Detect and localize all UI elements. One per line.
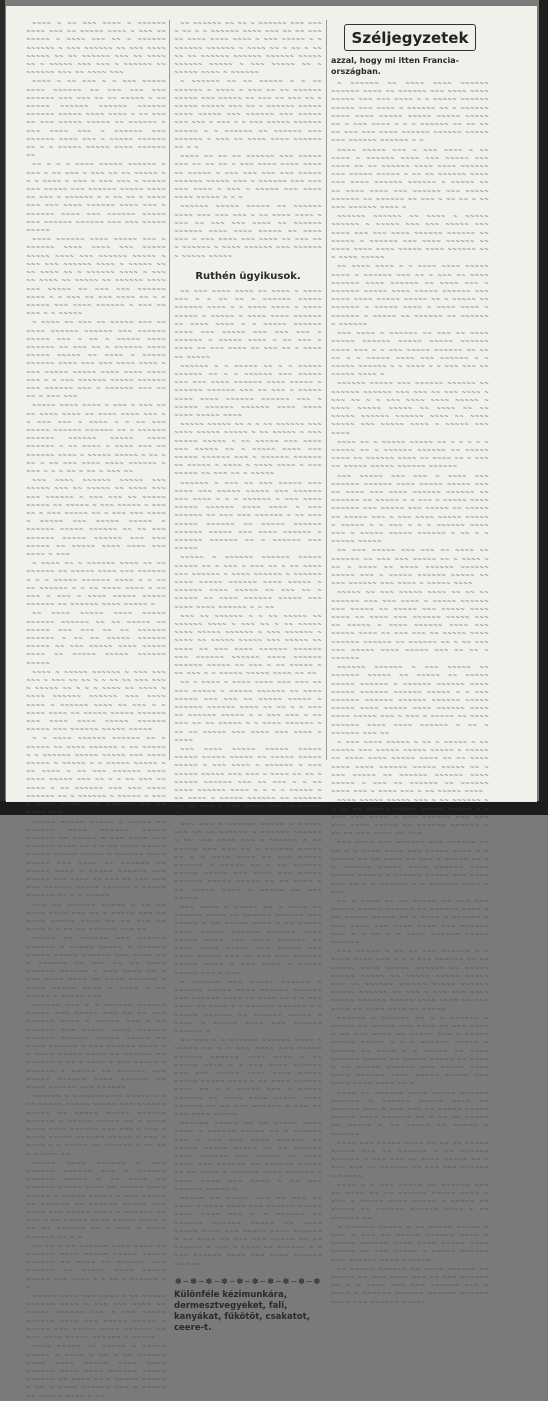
illegible-paragraph: ~~~~ ~ ~ ~~~ ~~~~~ ~~ ~~~~~~ ~~~ ~~ ~~~~ ~~ ~~ ~~~~~~ ~~~~~ ~~~~ ~ ~~~ ~ ~~~~~ ~~~~ ~~~~~ ~ ~~~~~ ~~ ~~~~~ ~~ ~~~~~~ ~~~~~~ ~~~~ ~ ~~ ~~~~~~ ~~ (331, 1182, 489, 1222)
column-rule (326, 20, 327, 760)
illegible-paragraph: ~~~~~ ~~~~ ~~~ ~~~~ ~ ~~ ~~~~~ ~~~~~~ ~~~~ ~ ~~~ ~~~ ~~~~ ~~ ~~~~~ ~~~~~~ ~~~ ~ ~~~ ~~~~~ ~~~~~~ ~~~~ ~~~ ~~~~~ ~~~~~ ~ ~~~~~ ~~~ ~~~~~ ~~~~ ~~~~~~ ~~ ~~~ ~~~~ ~~~~~ ~~~~~~ ~ ~~~~~ (26, 1294, 166, 1342)
feature-lead: azzal, hogy mi itten Francia-országban. (331, 56, 459, 76)
illegible-body-text (26, 20, 166, 1401)
illegible-paragraph: ~~~~~ ~ ~~~~~~ ~~~~~~ ~~~~~ ~~~~~ ~~ ~ ~~~ ~ ~~~ ~~ ~ ~~ ~~~~ ~~~ ~~~~~~ ~ ~~~~ ~~~~~~ ~ ~~~~~~ ~~~~ ~~~~~ ~~~~~~ ~~~~ ~~~~~ ~ ~~~~~~ ~~~~ ~~~~~ ~~ ~~~ ~~ ~ ~~~~~ ~~ ~~~~ ~~~~~~ ~~~~~ ~~~ ~~~~ ~~~~ ~~~~~~ ~ ~ ~~ (174, 555, 322, 611)
illegible-paragraph: ~~~~~~ ~~~~~ ~~~~~ ~~ ~~~~~~ ~~~~ ~~~ ~~~ ~~~ ~ ~~ ~~~~ ~~~~ ~ ~~~ ~~ ~~~ ~~~ ~~~~ ~~ ~~~~~~ ~~~~~~ ~~~~ ~~~~ ~~~~~ ~~ ~~~~ ~~~ ~ ~~~ ~~~~ ~~~ ~~~~ ~~ ~~~ ~~ ~ ~~~~~~ ~ ~~~~ ~~~~~~ ~~~ ~~~~~~ ~ ~~~~~ ~~~~~ (174, 204, 322, 260)
illegible-paragraph: ~~ ~ ~~~~ ~~ ~~ ~~~~~ ~~ ~~~ ~~~ ~~~~~ ~~~~~ ~~~~~~ ~~ ~~~~~~ ~~~~ ~ ~~ ~~~~~ ~~~~~ ~~ ~ ~~~~ ~ ~~~~~~ ~ ~~~ ~~~~ ~~~ ~~~~ ~~~~ ~~~ ~~~~~~ ~~~ ~ ~ ~~ ~ ~ ~~~~ ~~~~~~ ~~~~~ ~~~~~~ (331, 898, 489, 946)
illegible-paragraph: ~~~~~~ ~~~~~~ ~~ ~~~~ ~ ~~~~~ ~~~~~~ ~ ~~~~~ ~~~ ~~~ ~~~~~ ~~~ ~~~~ ~~~ ~~~ ~~~~ ~~~~~~ ~~~~~~ ~~ ~~~~~ ~ ~~~~~~ ~~~ ~~~~ ~~~~~~ ~~ ~~~~ ~~~~ ~~~~ ~~~~~ ~~~~ ~~~~~~ ~~ ~ ~~~~ ~~~~~ (331, 214, 489, 262)
illegible-paragraph: ~ ~~~~~~ ~~~ ~~~~~ ~~~~~~ ~ ~~~~~~ ~~~~~ ~~~~ ~~~~~~ ~~~~~~ ~~~ ~~~~~~ ~~~~ ~~ ~~~~ ~~ ~ ~ ~~~ ~~~~ ~~ ~~~~ ~ ~ ~~~~~~ ~~~~~~ ~ ~ ~~~~~ ~~~~~~ ~~ ~~~~~~ ~~~~~ ~ ~~~~ ~ ~~~~~ ~~~~ ~~~ ~~~~~~ ~~~~~~ ~ (174, 979, 322, 1035)
column-rule (169, 20, 170, 760)
illegible-paragraph: ~~~ ~~~~~ ~ ~~ ~~ ~~~ ~~~~~~ ~ ~ ~~~~ ~~~~ ~~~ ~ ~ ~ ~~~ ~~~~~~ ~~ ~~ ~~~~~ ~~~~ ~~~~~ ~~~~~~ ~~ ~~~~~ ~~~~~ ~~~~~ ~~ ~~~~~ ~~~~~ ~~~~~ ~~~ ~~ ~~~~~~ ~~~~~~ ~~~~~ ~~~~~~ ~~~~~ ~~~~~~ ~~ ~~~ ~ ~~~ ~~~ ~~~~ ~~~~~ ~~~~~~ ~~~~~ ~~~~ ~~~~ ~~ ~~~ ~~~~ ~~ ~~~~ ~~~~ ~~ ~~~~~ (331, 949, 489, 1013)
illegible-paragraph: ~~ ~~ ~ ~~ ~~~~~~ ~~~~ ~~~~ ~~ ~~~~~~ ~~~~ ~~~~~ ~~~~~ ~~~~~ ~~~~~~ ~~ ~~~~ ~~ ~~~~~~ ~~~ ~~~~~~ ~~ ~~~~~ ~~~~ ~~~~~ ~~~~~ ~~~ ~~~~ ~ ~ ~~ ~ ~~~~~~ ~ ~ (26, 1243, 166, 1291)
column-middle (174, 20, 322, 1333)
feature-title: Széljegyzetek (351, 29, 469, 47)
column-left (26, 20, 166, 1400)
illegible-paragraph: ~~~~ ~ ~~ ~~~ ~~~~ ~ ~~~~~~ ~~~~ ~~~ ~~ ~~~~~ ~~~~ ~ ~~~ ~~ ~~~~~ ~ ~~~~ ~~~ ~~ ~ ~~~~~~ ~~~~~~ ~ ~~~ ~~~~~~ ~~ ~~~ ~~~~ ~~~~~ ~~ ~~ ~~~~~~ ~~~ ~~ ~~~~ ~~ ~ ~~~~~ ~~~ ~~~ ~ ~~~~~~ ~~ ~~~~~~ ~~~ ~~ ~~~~ ~~~ (26, 21, 166, 77)
section-title: Ruthén ügyikusok. (195, 270, 301, 282)
illegible-paragraph: ~~~ ~~~~ ~~~~~ ~~~~~ ~~~~~ ~~~~~ ~~~~~ ~~~~~ ~~ ~~~~~ ~~~~~ ~~~~~ ~ ~~~ ~~~~ ~ ~~~~~~ ~ ~~~ ~~~~~ ~~~~~ ~~~ ~~~ ~ ~~~~ ~~ ~~ ~ ~~~~~ ~~~~~~ ~~~ ~~ ~~~ ~ ~ ~~ ~~~~ ~~~~~~ ~~~~ ~ ~ ~ ~ ~~~~~ ~ ~~ ~~~~ ~ ~~~~~ ~~~~~~ ~~ ~~~~~~ ~~ ~~ ~~~ ~ ~~~ ~~~~ ~~~ ~~ ~~~~~ ~ (174, 747, 322, 819)
advertisement-text: Különféle kézimunkára, dermesztvegyeket, fali, kanyákat, fűkötöt, csakatot, ceere-t. (174, 1289, 310, 1333)
illegible-paragraph: ~~~~~ ~~ ~~~~~ ~~~ ~~ ~~~ ~~ ~~~~ ~ ~~~~ ~~~~ ~~~ ~~~~~~ ~~~~~ ~~~~ ~~~~ ~~~ ~ ~ ~~~~~~ ~~ ~~~~~~ ~~~~~~ ~~~~~ ~~ ~~~~ ~~~~~ ~~~~ ~~~ ~~~~~ ~~~~ ~~~~~~ ~ ~~ ~~~~ ~~ ~~~ ~~~ ~~~~~ ~~ ~~ ~~~~~~ ~ ~~~ ~ ~~~~ ~~ ~~~~~~ ~ ~ ~~~ ~~~~~~ ~~~~ ~~~ ~~~~ ~~~~~~ ~~ ~~~ (174, 1196, 322, 1268)
illegible-paragraph: ~~~~~~ ~~~~~ ~~ ~~ ~~~~~ ~~~~ ~~~~ ~ ~~~~~~ ~~~~~ ~~ ~ ~~~~~~ ~~~ ~ ~~~ ~~~ ~~~~ ~~~~~~ ~~ ~~~~~ ~~~~~ ~~~~~ ~~ ~~ ~~~~~~ ~~~~ ~~~~~~ ~~~ ~~~~~ ~~ ~~~~ ~~~~ ~~~ ~~~~~~ ~~ ~~~~~~ ~~~~~ ~~ ~~ ~~~~ ~ ~~~~~~ ~~~~ ~~~~~~ ~ ~~~~ ~~~~ ~~~ ~~~~ ~ ~~ ~~~ ~~~~~~ ~~~~~ ~ (174, 1121, 322, 1193)
illegible-body-text (174, 20, 322, 261)
illegible-paragraph: ~~ ~~~~~~ ~~ ~~ ~ ~~~~~~ ~~~ ~~~ ~ ~~ ~ ~ ~~~~~~ ~~~~ ~~~ ~~ ~~ ~~~ ~~ ~~~~ ~~~~ ~~~~ ~ ~~~ ~~~~~ ~ ~ ~~~~~~ ~~~~~~ ~ ~~~~ ~~ ~ ~~ ~ ~~ ~~ ~~ ~~~~~~ ~~~~~~ ~~~~~~ ~~~~~ ~~~~~~ ~~~~~ ~ ~~~ ~~~~~ ~~ ~ ~~~~~ ~~~~ ~ ~~~~~~ (174, 21, 322, 77)
illegible-paragraph: ~~~ ~~~~ ~ ~~~~~~ ~~ ~~~ ~~ ~~~~ ~~~~~ ~~~~~~ ~~~~~ ~~~~~ ~~~~~~ ~~~~ ~~~ ~ ~ ~~~ ~~~~~ ~~~~~~ ~~ ~~ ~~ ~ ~ ~~~~~ ~~~~ ~~~ ~~~~~~ ~ ~ ~~~~~ ~~~~~~ ~ ~ ~~~~ ~ ~ ~~~ ~~~ ~~ ~~~~~ ~~~~ ~ (331, 331, 489, 379)
illegible-paragraph: ~ ~~~~~~ ~~ ~~ ~~~~~ ~ ~ ~~ ~~~~~~ ~ ~~~~ ~ ~~~ ~~ ~~ ~~~~~~ ~~~~~ ~~~ ~~~~~ ~~ ~~~ ~~ ~~~ ~~ ~ ~~~~~ ~~~~~ ~~~ ~~ ~ ~~~~~~ ~~~~~ ~~~~ ~~~~~ ~~~ ~~~~~~ ~~~ ~~~~~ ~~~ ~~~ ~ ~~~ ~ ~ ~~~ ~~~~~ ~~~~~~ ~~~~~ ~ ~ ~~~~~~ ~~ ~~~~~~ ~~~ ~~~~~~ ~ ~~~ ~~ ~~~~ ~~~~ ~~~~~~ ~~ ~ ~ (174, 79, 322, 152)
illegible-body-text (174, 288, 322, 1269)
illegible-paragraph: ~~~~ ~~~~~ ~~~ ~ ~~~ ~~~~ ~ ~~ ~~~~ ~ ~~~~~~ ~~~~ ~~~ ~~~~~ ~~~ ~~~~ ~~ ~~ ~~~~~~ ~~~~ ~~~~ ~~~~~~ ~~~ ~~~~~ ~~~~~ ~ ~~ ~~ ~~~~~~ ~~~~ ~~~ ~~~~ ~~~~~~ ~~~~~~ ~ ~~~~~ ~~ ~~ ~~~~ ~~~~ ~~~ ~~~~~~ ~~~ ~~~~~ ~~~~~~ ~~ ~~~~~~ ~~ ~~~ ~ ~~ ~~ ~ ~~ ~~~ ~~~~~~ ~~~~ ~ (331, 147, 489, 212)
illegible-paragraph: ~~~~~~ ~~~~~ ~~~ ~~~~~~ ~~~~~~ ~~ ~~~~~~ ~~~~~~ ~~~ ~~~ ~~ ~~~ ~~~~ ~ ~~~ ~~ ~ ~ ~~~ ~~~~ ~~~~ ~~~~~ ~ ~~~~ ~~~~~ ~~~~~ ~~ ~~~~ ~~ ~~ ~~~~~ ~~~~~~ ~~~~~~ ~~~~ ~~ ~~~~ ~~~~~ ~~~ ~~~~~ ~~~~ ~ ~~~~~ ~~~ ~~~~ (331, 381, 489, 437)
illegible-paragraph: ~~~~~ ~~~~~ ~~ ~ ~ ~~ ~~~~~~ ~~~ ~~~~ ~~~~~ ~~~~~ ~ ~~ ~~~~~ ~ ~~~ ~~~~~ ~~~~~ ~ ~~ ~~~~~ ~~~ ~~~~ ~~~ ~~~~~ ~~ ~ ~~~~~ ~~~~ ~~~ ~~~~~ ~~~~~~ ~~~ ~ ~~~~~~ ~~~~~~ ~~ ~~~~~ ~ ~~~~ ~ ~~~~ ~~~~ ~ ~~~ ~~~~~ ~~ ~~~ ~~ ~ ~~~~~ (174, 422, 322, 478)
illegible-paragraph: ~~~~~ ~~~~~ ~~~~~ ~ ~~~~~ ~~ ~~~~~~ ~~~~ ~~~~~~ ~~~~~ ~~~~~~ ~~ ~~~~~ ~ ~~~ ~~~~ ~~~ ~~~~~~ ~~~~ ~~ ~ ~ ~~ ~~~~ ~~~~~ ~~~~~ ~~~~~ ~~~~~ ~ ~~~~~~ ~~~~ ~~~~~ ~~~ ~~~~ ~~ ~~~~~~ ~~ ~~~~~ ~~~~ ~ ~~~~~ ~~~~~~ ~~~ ~~~~~ ~~~ ~~~~ ~~ ~~~ ~~ ~~~ ~~~ ~~~ ~~~~~~ ~~~~~ ~~~~~~ ~ ~~~~~ ~~~~~~ ~~ ~ ~ ~~~~~ (26, 819, 166, 900)
illegible-paragraph: ~~~ ~~~~ ~~~ ~~~~~~ ~~~ ~~~~~~ ~~ ~~ ~ ~ ~~~~ ~~~~ ~~~ ~~~~~ ~~~~ ~ ~ ~~~~~ ~~ ~~ ~~~~ ~~ ~~~ ~ ~~~~~ ~~ ~ ~ ~~~~~~ ~~~~~ ~~~~ ~~~~~~ ~~~~ ~~~~~ ~~~~~ ~ ~~~~~~ ~~~~~ ~~~ ~~~~ ~~~ ~~ ~ ~ ~~~~~~ ~ ~ ~~~~~~ ~~~~ ~ ~~~ (331, 840, 489, 896)
illegible-paragraph: ~~~~~~ ~ ~~~~~~ ~~ ~ ~ ~~~~~~ ~ ~~~~~ ~~ ~~~~~ ~~~ ~~~~ ~~ ~~~ ~~~~ ~ ~~ ~~~ ~~~~ ~~ ~~~~~ ~~~ ~ ~~~~~ ~~~~~ ~~~~~ ~ ~ ~ ~~~~~~ ~~~~~ ~ ~~~~~ ~~ ~~~~ ~ ~ ~~~~~ ~~ ~~~~ ~~~~~~ ~~~~~ ~~ ~~~~~ ~~~~~ ~~ ~~~~ ~ ~~ ~~~~~ ~~~~~~ ~~~ ~~~~~ ~~~~ ~~~~ ~~~~~~ ~~~~ ~~~~~ ~~~~~ ~~~ ~~~~ ~~~~ ~~~~ ~~ ~ (331, 1015, 489, 1088)
illegible-paragraph: ~~~~ ~~ ~ ~~~~~ ~~~~~ ~~ ~ ~ ~ ~ ~ ~~~~~ ~~ ~ ~~~~~~ ~~~~~~ ~~ ~~~~~ ~~~~ ~~ ~~~~~~ ~~~~ ~~ ~~~~ ~~ ~ ~~~ ~~ ~~~~~ ~~~~~ ~~~~~~ ~~~~~~ (331, 439, 489, 471)
illegible-paragraph: ~~~~~~ ~ ~ ~~~~~~ ~~ ~~~~~ ~ ~ ~~ ~~~~~ ~~~~~ ~~~~~ ~~~ ~~~~~~ ~~~~~ ~~ ~~~~~ ~~~~~ ~~~~~~ ~~~~~~ ~ ~~~~~ ~~~~~ ~~ ~ ~~~~ ~~~~ ~~~~ ~~~~~~ ~~~ ~~~ ~ ~~~ ~ ~~~~ ~~~~~ ~~~~~~ ~~~~~ ~ ~~~ ~ ~~~~ ~ ~ ~~~~~ ~~ ~~~~~~ ~ ~~ ~~ ~ ~~~~~ ~~ (26, 1094, 166, 1158)
illegible-paragraph: ~ ~~~~~~ ~~ ~~~~ ~~~~ ~~~~~~ ~~~~~~ ~~~~ ~~ ~~~~~~ ~~~ ~~~~ ~~~~ ~~~~~ ~~~ ~~~ ~~~~ ~ ~ ~~~~~ ~~~~~~ ~~~~~ ~~~ ~~~~ ~ ~~~~~~ ~~ ~ ~~~~~~ ~~~~ ~~~~ ~~~~~ ~~~~~ ~~~~~ ~~~~~ ~~ ~ ~~~ ~~~~ ~ ~ ~ ~~~~~~ ~~ ~~ ~~ ~~ ~~~ ~~~ ~~~~ ~~~~~~ ~~~~~~ ~~~~~ ~~~ ~~~~~~ ~~~~~~ ~ ~ (331, 81, 489, 145)
illegible-paragraph: ~~ ~~~ ~ ~ ~~~~~~ ~~~~~~ ~~~~ ~ ~~~~~ ~~ ~ ~ ~~~ ~~~~ ~~~ ~~~~~ ~~~~~~ ~~~~~~ ~~~~ ~~~~ ~ ~~ ~~~~~ ~~~~ ~ ~ ~~~ ~~~~ ~~~~~~ ~~~ ~~~ ~~~~~ ~~~~ ~~~~ ~~~~~ ~~~~~ ~~~~~ ~~~~ ~ ~~ ~~~~ ~~~~~~ ~~~~ ~~ ~ ~ ~~~~~ ~~~ ~ ~~~~~ ~~~~~~ ~~ ~~~~ ~~~~ ~~~~~ ~~~~ ~~~~~~ ~~ ~~ ~~~ ~~~~~~ ~ ~~~ ~~ ~~~ ~~~~ ~~~~~ (174, 1038, 322, 1118)
scan-edge-right (539, 0, 548, 815)
illegible-paragraph: ~~~~~~ ~~~~~~ ~ ~~~ ~~~~~ ~~ ~~~~~~ ~~~~~ ~~ ~~~~~ ~~ ~~~~~ ~~~~~ ~~~~~~ ~ ~~~~~~ ~~~~~~ ~~~~ ~~~~~ ~~~~~~ ~~~~~~ ~~~~~ ~ ~ ~~~ ~~~~~~ ~~~~~~ ~~~~~~ ~~~~~~ ~~~~~ ~~~~~ ~~~~ ~~~~~ ~~~~ ~~~~~~ ~~~~ ~~~~ ~~~~~ ~~~ ~ ~~~ ~ ~~~~~ ~~ ~~~~ ~~~~~~ ~~~~ ~~~~ ~~~~~~ ~ ~~ ~ ~~~~~~ ~~~ ~~ (331, 665, 489, 737)
illegible-paragraph: ~ ~~~~~~ ~~~~~ ~ ~~ ~~~~~ ~~~~~ ~ ~~~ ~ ~~~ ~~ ~~~~~ ~~~~~~ ~~~~ ~ ~~~~~ ~~~~~~ ~~~~ ~~~~ ~~~~~ ~~~~ ~~~~~ ~~ ~~~ ~~~~~ ~ ~~~~~ ~~~~~~ ~~~ ~~~~~~ ~~~~ ~~~~~~ (331, 1224, 489, 1264)
illegible-paragraph: ~~~ ~~ ~~~~~~ ~~~~~ ~ ~~ ~~ ~~~~ ~~~~ ~~~ ~~ ~ ~~~~~ ~~~ ~~ ~~~~ ~~~~~ ~~~~ ~~ ~~ ~~~ ~~ ~~~~ ~ ~ ~~ ~~ ~~~~~~ ~~~ ~~ (26, 902, 166, 934)
illegible-paragraph: ~~~~~ ~~~~ ~~~~ ~ ~~~ ~ ~~~ ~~ ~~ ~~~~ ~~~~ ~~ ~~~~ ~~~~ ~~~ ~ ~ ~~~ ~~~ ~ ~~~~ ~ ~ ~~ ~~~ ~~~~~ ~~~~~~ ~~~~~~ ~~ ~ ~~~~~~ ~~~~~~ ~~~~~~ ~~~~~ ~~~~ ~~~~~~ ~ ~~ ~~~~ ~ ~~~~ ~~~ ~~ ~~~~~~ ~~~~ ~ ~~~~~ ~~~~~ ~ ~~ ~ ~~ ~ ~~ ~~~ ~~~~ ~~~~ ~~~~~~ ~ ~~~ ~ ~ ~ ~~ ~ ~~ ~ ~~~ ~~ (26, 403, 166, 475)
illegible-paragraph: ~~~~ ~~~ ~~~~~ ~~~~ ~~ ~~ ~~ ~~~~~ ~~~~~ ~~~ ~~ ~~~~~~ ~ ~~ ~~~~~~ ~~~~~~ ~ ~~~ ~~~ ~~ ~~~~ ~~~~~ ~~ ~ ~~~ ~~~ ~~ ~~~~~~ ~~ ~~~ ~~~ ~~~~~~ ~ ~~~~~ (331, 1140, 489, 1180)
illegible-paragraph: ~ ~~~~ ~~ ~~~ ~~ ~~~~~ ~~~ ~~ ~~~~ ~~~~~~ ~~~~~~ ~~~ ~~~~~~ ~~~~~ ~~~ ~ ~~ ~ ~~~~~ ~~~~ ~~~~~~ ~~ ~~~ ~~ ~ ~~~~~~ ~~~~ ~~~~~ ~~~~~ ~~ ~~~~ ~ ~~~~~ ~~~~~~ ~~~~ ~~~ ~~~ ~~~~ ~~~~ ~ ~~~ ~~~~~ ~~~~~ ~~~~ ~~~~ ~~~~ ~~~ ~ ~ ~~~ ~~~~~~ ~~~~~ ~~~~~~ ~~~ ~~~~~~ ~~~ ~ ~~~~~~ ~~~ ~~ ~~ ~ ~~~ ~~~ (26, 320, 166, 401)
newspaper-page (6, 6, 537, 1400)
scan-edge-left (0, 0, 5, 815)
running-head (24, 8, 519, 17)
illegible-paragraph: ~~ ~ ~ ~ ~~~~ ~~~~~ ~~~~~~ ~ ~~~ ~ ~~ ~~~ ~ ~~~ ~~ ~~ ~~~~~ ~ ~ ~ ~~~~ ~ ~~~ ~ ~~~ ~~~ ~ ~~~~~ ~~~ ~~~~~ ~~~ ~~~~~~ ~~~~~ ~~~~ ~~ ~~~ ~ ~~~~~~ ~ ~ ~~ ~~ ~ ~~~~ ~~~ ~~~ ~~~~ ~~~~~~ ~~~~ ~~~ ~ ~~~~~~ ~~~~ ~~~ ~~~~~~ ~~~~~ ~~~ ~~~~~~ ~~~~~~ ~~~ ~~~ ~~~~~ ~~~~~ (26, 162, 166, 235)
illegible-paragraph: ~~~~ ~ ~~~~~ ~~~~~~ ~ ~~~ ~~~ ~~~ ~ ~~~ ~~ ~~ ~ ~ ~~ ~~ ~~~ ~~~ ~ ~~~~~ ~~ ~ ~ ~ ~~~~ ~~ ~~~~ ~ ~~~~ ~~~~~~ ~~~~~~ ~~~ ~~~~ ~~~~ ~ ~~~~~~ ~~~~ ~~ ~~~ ~ ~ ~~~~ ~~~~ ~~ ~~~~~ ~~~~~ ~~~~~~ ~~~ ~~~~ ~~~~ ~~~~~ ~~~~~~ ~~~~~ ~~~ ~~~~~~ ~~~~~ ~~~~~ (26, 669, 166, 734)
illegible-paragraph: ~~~~ ~~ ~~ ~~ ~~~~~~ ~~~ ~~~~~ ~~~ ~~ ~~ ~~ ~ ~~~ ~~~~ ~~~~ ~~~~ ~~ ~~~~~ ~ ~~~ ~~~ ~~~ ~~~ ~~~~~ ~~~~~~ ~~~~~ ~~~ ~ ~~~~~~ ~~~ ~~~ ~~~ ~~~~ ~ ~~~ ~ ~~~~~ ~~~ ~~~~ ~~~~ ~~~~~ ~ ~ ~ (174, 154, 322, 202)
illegible-paragraph: ~~ ~~~~ ~~~~ ~ ~ ~~~~ ~~~~ ~~~~~ ~~~~ ~ ~~~~~~ ~~~ ~~ ~ ~~~ ~~ ~~~~ ~~~~~~ ~~~~ ~~~~~~ ~~ ~~~~ ~~~ ~ ~~~~~~ ~~~~~ ~~~~ ~~~~~ ~~~~~~ ~~~ ~~~~ ~~~~ ~~~~~ ~~~~~ ~~ ~ ~~~~~ ~~ ~~~~~~ ~ ~~~~~ ~~~~ ~ ~~~~ ~~~~ ~ ~~~~~~ ~ ~~~~~ ~~ ~~~~~~ ~~ ~~~~~~ ~ ~~~~~~ (331, 264, 489, 328)
illegible-paragraph: ~ ~~~~ ~~ ~ ~~~~~~ ~~~~ ~~ ~~ ~~~~~~ ~~ ~~~~~ ~~~~ ~~~ ~~~~~~ ~ ~ ~ ~~~~~ ~~~~~~ ~~~~ ~ ~ ~~ ~~ ~~~~~~ ~ ~ ~~ ~~~~ ~~~~ ~ ~~ ~~~ ~ ~~~ ~ ~~~~ ~~~~~ ~~~~~ ~~~~~~ ~~ ~~~~~~ ~~~~ ~~~~~ ~ (26, 561, 166, 609)
illegible-paragraph: ~~~~~~ ~ ~ ~~~~~ ~~ ~ ~ ~~~~~ ~~~~~~ ~~ ~ ~ ~~~~~~ ~~~ ~~~~~ ~~~ ~~~ ~~~~ ~~~~~~ ~~~~ ~~~~~ ~ ~~~~~~ ~~~~~~ ~~~ ~~ ~~~ ~ ~~~~~ ~~~~ ~~~~ ~~~~~~ ~~~~~~ ~~~ ~ ~~~~~ ~~~~~~ ~~~~~~ ~~~~ ~~~~ ~~~~ ~~~~~ ~~~~ (174, 363, 322, 419)
illegible-body-text (331, 80, 489, 1307)
illegible-paragraph: ~~~~~ ~~ ~~~~~~ ~~~ ~~~~~~ ~~~~~~ ~ ~~~~~ ~~~~~ ~ ~~~~~~ ~~~~~ ~~~~~ ~~~~~~ ~~~ ~~~~ ~~ ~ ~~~~~~ ~~ ~~~ ~~ ~~ ~~~~ ~~~~~~ ~~~~~~ ~ ~~~ ~~~~ ~~ ~ ~~~ ~~~~ ~~~~ ~~ ~~~~ ~~~~~~ ~ ~~~~ ~~~~~ ~~~~ ~ ~~~~ ~ ~~ ~~~~~ ~ ~~~~~ ~~~ (26, 936, 166, 1000)
illegible-paragraph: ~~~~ ~~~~~~ ~~~~ ~~~~~ ~~~ ~ ~~~~~~ ~~~~ ~~~~ ~~~ ~~~~~ ~~~~~ ~~~~ ~~~ ~~~~~~ ~~~~~ ~ ~~~ ~~~ ~~~~~~ ~~~~ ~ ~~~~~ ~~ ~~ ~~~~ ~~ ~ ~~~~~~ ~~~~ ~ ~~~ ~~ ~~~~ ~~ ~~~~~ ~~ ~~~~~~ ~~~~ ~~~ ~~~~~ ~~ ~~~ ~~~ ~~~~~~ ~~~~ ~ ~ ~~~ ~~ ~~~ ~~~~ ~~ ~ ~ ~~~~~ ~~~ ~~~~ ~~~~~~ ~ ~~~ ~~ ~~~ ~ ~ ~~~~~ (26, 237, 166, 318)
illegible-paragraph: ~~ ~~~~~ ~~~~~~ ~~ ~~~~ ~~~~~~ ~~ ~~~~~ ~~ ~~~ ~~~~ ~~~ ~~ ~~~ ~~~~~~ ~~ ~ ~ ~~~~ ~~~ ~~~ ~~~~~~ ~~~ ~ ~~~~ ~ ~~~~~~ ~~~~~~ ~~~~~~ ~~~~~~ ~~~~ ~~~ ~~~~~~ ~~~~~ (331, 1266, 489, 1306)
illegible-paragraph: ~~~~~ ~~ ~~~ ~~~~~ ~~~~ ~~ ~~ ~~ ~~~~~~ ~~~ ~~~ ~~~~ ~ ~~~~~ ~~~~~~ ~~~ ~~~~~ ~~ ~~~~~ ~~~ ~~~~~ ~~~~ ~~~~ ~~ ~~~~ ~~~ ~~~~~~ ~~~~~ ~~~ ~~ ~~~~~ ~ ~~~~ ~~~~~~ ~~~~ ~~~ ~~~~~ ~~~~ ~~ ~~~ ~~~ ~~ ~~~~~ ~~~~ ~~~~~~ ~~~~~~ ~~ ~~~~~~ ~~ ~ ~~ ~~~ ~~~ ~~~~~ ~~~~ ~~~~~ ~~~ ~~ ~~ ~ ~~~~~~ (331, 590, 489, 663)
column-right (331, 20, 489, 1306)
feature-title-box (344, 24, 476, 51)
illegible-paragraph: ~~ ~ ~~~~ ~ ~~~~ ~~~~ ~~~ ~~~ ~~ ~~~ ~~~~~ ~ ~~~~~ ~~~~~~ ~~ ~~~~ ~~~~~ ~~~ ~~~ ~~ ~~~~~ ~~~~~ ~ ~~~~~~ ~~~~~~ ~~~~ ~~ ~~ ~ ~ ~~~ ~~ ~~~~~~ ~~~~~ ~ ~ ~~~ ~~~ ~ ~~ ~~~ ~~ ~~ ~~~~~ ~ ~ ~~~~ ~~~~~~ ~ ~~ ~~ ~~~~~ ~~~ ~~~~ ~~~ ~~~~ ~ ~~~~ (174, 680, 322, 744)
illegible-paragraph: ~~~~~~ ~ ~~~ ~~ ~~~ ~~~~~ ~~~ ~~~~ ~~~ ~~~~~ ~~~~~ ~~~ ~~~~~~ ~~~ ~~~~ ~ ~ ~ ~~~~~~ ~ ~~~ ~~~~ ~~~~~ ~~~~~~ ~~~~ ~~~~ ~ ~~~ ~~~~~~ ~~ ~~~ ~~~ ~~~~~~ ~ ~~ ~~~ ~~~~~ ~~~~~~ ~~ ~~~~~ ~~~~~~ ~~~~~~ ~~~~~ ~~~ ~~~~ ~~~~~~ ~ ~~~~~~ ~~~~~~ ~~ ~ ~~~~~~ ~~~ ~~~~~ (174, 480, 322, 553)
illegible-paragraph: ~~~~~~ ~~~ ~ ~ ~~~~~~ ~~~~~~ ~~~~~ ~~~ ~~~~~ ~~~ ~~ ~~ ~~~ ~~~~~~ ~~~~ ~ ~~~~~ ~~~ ~ ~~ ~~~~~~ ~~~ ~~~~~ ~~~~ ~~~~~~ ~~~~~~ ~~~~~~ ~~~~~ ~~~~~ ~~ ~~~~ ~~~~~~ ~ ~~~ ~~~~~~ ~~~~ ~ ~ ~~~~ ~~~~~ ~~~~ ~~ ~~~~~~ ~~ ~~~~~~ ~ ~~ ~ ~~~~ ~ ~~~ ~~~~~ ~ ~~~~~~ ~ ~~~~~ ~~ ~~~~~~ ~~~ ~~~~~ ~~~~~~ ~~~~ ~~~~~~ ~~ ~~~~ ~~~~~~ ~~~ ~~~~~~ (26, 1002, 166, 1091)
illegible-paragraph: ~~~ ~~ ~~~~~~ ~ ~ ~~ ~~~~~ ~~ ~~~~~~ ~~~~ ~ ~~~ ~~ ~ ~~ ~~~~~ ~~~~ ~~~~~ ~~~~~~ ~ ~~~ ~~~~~~ ~ ~~~~ ~~ ~~~~~ ~~~~~ ~~~ ~~~~~ ~~ ~~~~ ~~ ~~~ ~~~~ ~~~~~~ ~~~~~~ ~~~ ~~~~~~ ~~~~~~ ~~~~ ~~~~~~ ~~~~~~ ~~~~~ ~~ ~~~ ~ ~~ ~~~~~ ~ ~~ ~~~ ~ ~ ~~~~~ ~~~~~ ~~~~ ~~ ~~ (174, 613, 322, 678)
illegible-paragraph: ~~~~ ~~ ~~~~~~ ~~~~ ~~~~~ ~~~~~~ ~~~~~~ ~ ~~~~~~ ~~~~~ ~~~~ ~~ ~~~~~~ ~~~ ~ ~~~ ~~~ ~~ ~~~~~ ~~~~~ ~~~~~ ~~~~ ~~~~~~ ~~ ~ ~~ ~~ ~~~~~ ~~ ~~~~~ ~ ~~ ~~~~~ ~~ ~~~~~ ~ ~~~~~~ (331, 1090, 489, 1138)
illegible-paragraph: ~~~ ~~~~ ~~~~~~ ~~~~~ ~~~ ~~~~~ ~~~ ~~ ~~~~~ ~~ ~~~~ ~~~ ~~~ ~~~~~~ ~ ~~~ ~~~ ~~ ~~~~~ ~~~~~ ~~ ~~~~~ ~ ~~~ ~~~~~ ~ ~~~ ~~ ~ ~~~ ~~~~~ ~~ ~ ~~~ ~~~ ~~~~ ~ ~~~~~ ~~~ ~~~~~ ~~~~~ ~ ~~~~~~ ~~~~~ ~~~~~~ ~~ ~~ ~~~ ~~~~~~ ~~~~~ ~~~~~~ ~~~ ~~~ ~~~~~ ~~ ~~~~~ ~~~~ ~~~~ ~~~ ~~~~ ~ ~~~ (26, 478, 166, 558)
advertisement (174, 1277, 322, 1334)
illegible-paragraph: ~~~~ ~ ~~ ~~~ ~ ~ ~~~ ~~~~~ ~~~~ ~~~~~~ ~~ ~~~ ~~~ ~~~ ~~~~~~ ~~~ ~~~ ~~ ~~ ~~~~~ ~ ~~ ~~~~~ ~~~~~~ ~~~~~~ ~~~~~~ ~~~~~~ ~~~~~ ~~~~ ~~~~ ~ ~~ ~~~ ~~ ~~~ ~~~~~ ~~~~~ ~~ ~~~~~~ ~ ~~~ ~~~~ ~~~ ~ ~~~~~~ ~~~ ~~~~~~ ~~~~ ~~~ ~ ~~~~~ ~~~~~~ ~~ ~ ~ ~~~~~ ~~~~~ ~~~~ ~~~~~~ ~~ (26, 79, 166, 160)
illegible-paragraph: ~ ~~~ ~~~~ ~~~~~ ~ ~~ ~ ~~~~~ ~ ~~ ~~~~~ ~~~ ~~~~~ ~~~~~ ~~~~~ ~ ~~~~~ ~~ ~~~~ ~~~~ ~~~~~ ~~~~ ~~ ~~ ~~~~ ~~~~ ~~~~ ~~~~~~ ~~~~~ ~~~~~ ~~ ~ ~~~ ~~~~~ ~~ ~~~~~~ ~~~~~~ ~~~~ ~~~~~ ~ ~~~ ~~ ~~~~~~ ~~ ~~~~~~ ~~~~ ~~~ ~ ~~~~ ~~~ ~ ~~ ~~~~~ ~~~~ (331, 740, 489, 796)
illegible-paragraph: ~ ~ ~~~~ ~~~~~~ ~~~~~~ ~~ ~ ~~~~~ ~~ ~~~~ ~~~~~~ ~ ~~ ~~~~~ ~ ~ ~~~~~~ ~~~~~ ~~~~~ ~~~ ~~~~ ~~~~~ ~ ~~~~~ ~ ~ ~~~~~ ~~~~~ ~ ~~ ~~~~ ~ ~~ ~~~ ~~~~~~ ~~~~ ~~~~ ~~~~~ ~~~ ~~ ~ ~ ~~ ~~~ ~~ ~~~~ ~ ~~ ~~~~~~ ~~~ ~~~ ~~~~ ~~~~~~ ~~ ~ ~~~~~~ ~ ~~~~~ ~ ~~~ ~ ~~~~ ~~~~ ~~~ ~~~~~~ ~~ ~~ ~~~~ ~~~ (26, 736, 166, 817)
illegible-paragraph: ~~ ~~~ ~~~~ ~~~~ ~~ ~~~~ ~ ~~~~ ~~~ ~ ~ ~~ ~~ ~ ~~~~~~ ~~~~~ ~~~~~~ ~~~~ ~ ~ ~~~~ ~~~~ ~ ~~~~ ~~~~~ ~ ~~~~~ ~ ~~~~ ~~~~ ~~~~~~ ~~ ~~~~ ~~~~ ~ ~ ~~~~~ ~~~~~~ ~~~~ ~~~ ~~~~~ ~~~ ~~~ ~~~ ~ ~~~~~~ ~ ~~~~~ ~~~~ ~ ~~ ~~~ ~ ~~~~ ~~ ~~~ ~~~~ ~~ ~~~ ~~ ~ ~~~~ ~~ ~~~~~ (174, 288, 322, 361)
illegible-paragraph: ~~ ~~~~ ~~~~~ ~~~~ ~~~~~ ~~~~~~ ~~~~~~ ~~ ~~ ~~~~~ ~~ ~~~~~ ~~~ ~~~ ~~ ~~ ~~~~~~ ~~~~~~ ~ ~~ ~~ ~~~~~ ~~~~~~ ~~~~~ ~~ ~~~ ~~~~~ ~~~~ ~~~~~ ~~~~ ~~ ~~~~~ ~~~~~ ~~~~~~ ~~~~~ (26, 611, 166, 667)
illegible-paragraph: ~~~ ~~~~~ ~~~ ~~~ ~ ~~~~ ~~~ ~~~~~~ ~~~~~~ ~~~~ ~~~~~ ~~~~~ ~~~ ~~ ~~~~ ~~~ ~~~~ ~~~~~~ ~~~~~~ ~~ ~~~~~~ ~~ ~~~~~ ~ ~ ~~~ ~ ~~~~~ ~~~~ ~~~~~~ ~~~ ~~~~~ ~~~ ~~~~~ ~~ ~~~~~ ~~ ~~~~~ ~~~ ~ ~~~ ~~~~ ~~~~~ ~~~~~ ~ ~~~~~ ~ ~ ~~~ ~ ~ ~ ~~~~~~ ~~~~ ~~~ ~ ~~~~~ ~~~~~ ~~~~~~ ~ ~~ ~ ~ ~~~~~ ~~~~~ (331, 473, 489, 546)
illegible-paragraph: ~~ ~~~ ~~~~~ ~~~ ~~~ ~~ ~~~~ ~~ ~~~~~~ ~~ ~~~ ~~~ ~~~~~ ~~ ~ ~~~~ ~ ~~ ~ ~~~~ ~~ ~~~~ ~~~~~~ ~~~~~~ ~~~~~ ~~~ ~ ~~~~~ ~~~~~~ ~~~~~ ~~ ~~~ ~~~~~~ ~~~ ~~~~ ~ ~~~~~ ~~~~ (331, 548, 489, 588)
ornament-divider: ✽∽✽∽✽∽✽∽✽∽✽∽✽∽✽∽✽∽✽ (174, 1276, 322, 1286)
illegible-paragraph: ~~~ ~~~~ ~ ~~~~~ ~~ ~ ~~~~ ~~ ~~~~~~ ~~~~ ~~ ~~~~~~ ~~~~~~ ~~~ ~~~~~ ~ ~~ ~~~~~ ~~~~ ~ ~~ ~~~~~ ~~~~ ~~~~~ ~~~~~~ ~~~~~~ ~~~~ ~~~~~ ~~~~ ~~~ ~~~~ ~~~~~~ ~~ ~~~~ ~~~~ ~~~~~ ~~~ ~~~~~ ~~~ ~~~~ ~~~~~ ~~~ ~~ ~~~ ~~~ ~~~~~~ ~~~~~ ~~~~ ~ ~~~ ~~~~ ~ ~~~~~ ~~~~~ ~~~ ~ ~~~ (174, 904, 322, 977)
illegible-paragraph: ~~~~ ~~~~~ ~~~~~ ~~~ ~ ~~ ~~~~~~ ~ ~ ~~ ~~ ~~~~~ ~~~~~ ~~~~~ ~~~~~ ~ ~ ~~~ ~~~ ~~~~ ~ ~~~ ~~~~~~ ~~~ ~~~ ~~~ ~~~~ ~~~~~ ~~ ~~~~~~ ~~~~~~ ~ ~~ ~~ ~~~ ~~~~ ~~ ~~~ (331, 798, 489, 838)
illegible-paragraph: ~~~~~ ~~~~ ~~~~~~ ~ ~~~ ~~~~~~ ~~~~~~ ~~~ ~ ~~~~~~ ~~~~~~ ~~~~~ ~ ~~ ~~~~ ~~ ~~~~~~ ~~~~~ ~~~~ ~~ ~~~~~ ~~~~ ~~~~~ ~ ~~~~~ ~~~~~ ~ ~~~ ~~~~~ ~~ ~~~~~~ ~~ ~~~~~~ ~~~~~ ~~~ ~~~~ ~~~ ~~~~~ ~~~~ ~ ~~~~~~ ~~ ~~~ ~ ~~ ~~~~~ ~~~~ ~~~~~ ~~~~ ~ ~~ ~~ ~~~~~~ ~~ ~ ~~~ ~ ~~~~ ~~~~~~ ~~ ~ ~ (26, 1160, 166, 1241)
illegible-paragraph: ~~~ ~~~ ~ ~~~~~~ ~~~~~ ~ ~~~~~ ~~~ ~~ ~~ ~~~~~~ ~ ~~~~~~ ~~~~~~ ~ ~~ ~~~ ~~~~ ~~~ ~ ~~~~~~ ~ ~~ ~~~~~ ~~~ ~~~ ~~ ~ ~~~~~~ ~~~~~ ~~ ~ ~ ~~~~ ~~~~ ~~ ~~~ ~~~~~ ~~~~~~ ~ ~~~~~ ~~ ~ ~~ ~~~~~~ ~~~~~ ~~~~~ ~~~ ~~~~ ~~~ ~~~~~ ~~~~~~ ~~~~~ ~~~~~ ~~ ~~ ~~~~ ~ ~~ ~~~~~ ~~~~ ~ ~~~~~ ~~ ~~~ ~~~~~ (174, 821, 322, 902)
illegible-paragraph: ~~~~ ~~~~~ ~~ ~~~~~ ~ ~~~~~ ~~~~~ ~ ~~~~ ~ ~~ ~ ~~ ~~~~~~ ~~~~ ~~~~ ~~~~~ ~~~~ ~~~~ ~~~~~~ ~~~~ ~~~~ ~~~~~~ ~~~~~ ~~~~~~ ~~ ~~~~ ~~ ~ ~~~~~ ~~~~~ ~ ~~ ~ ~~~~ ~~~~~~ ~~~ ~ ~~~~~ ~~ ~~~~~ ~~~~ ~ ~~ (26, 1344, 166, 1400)
